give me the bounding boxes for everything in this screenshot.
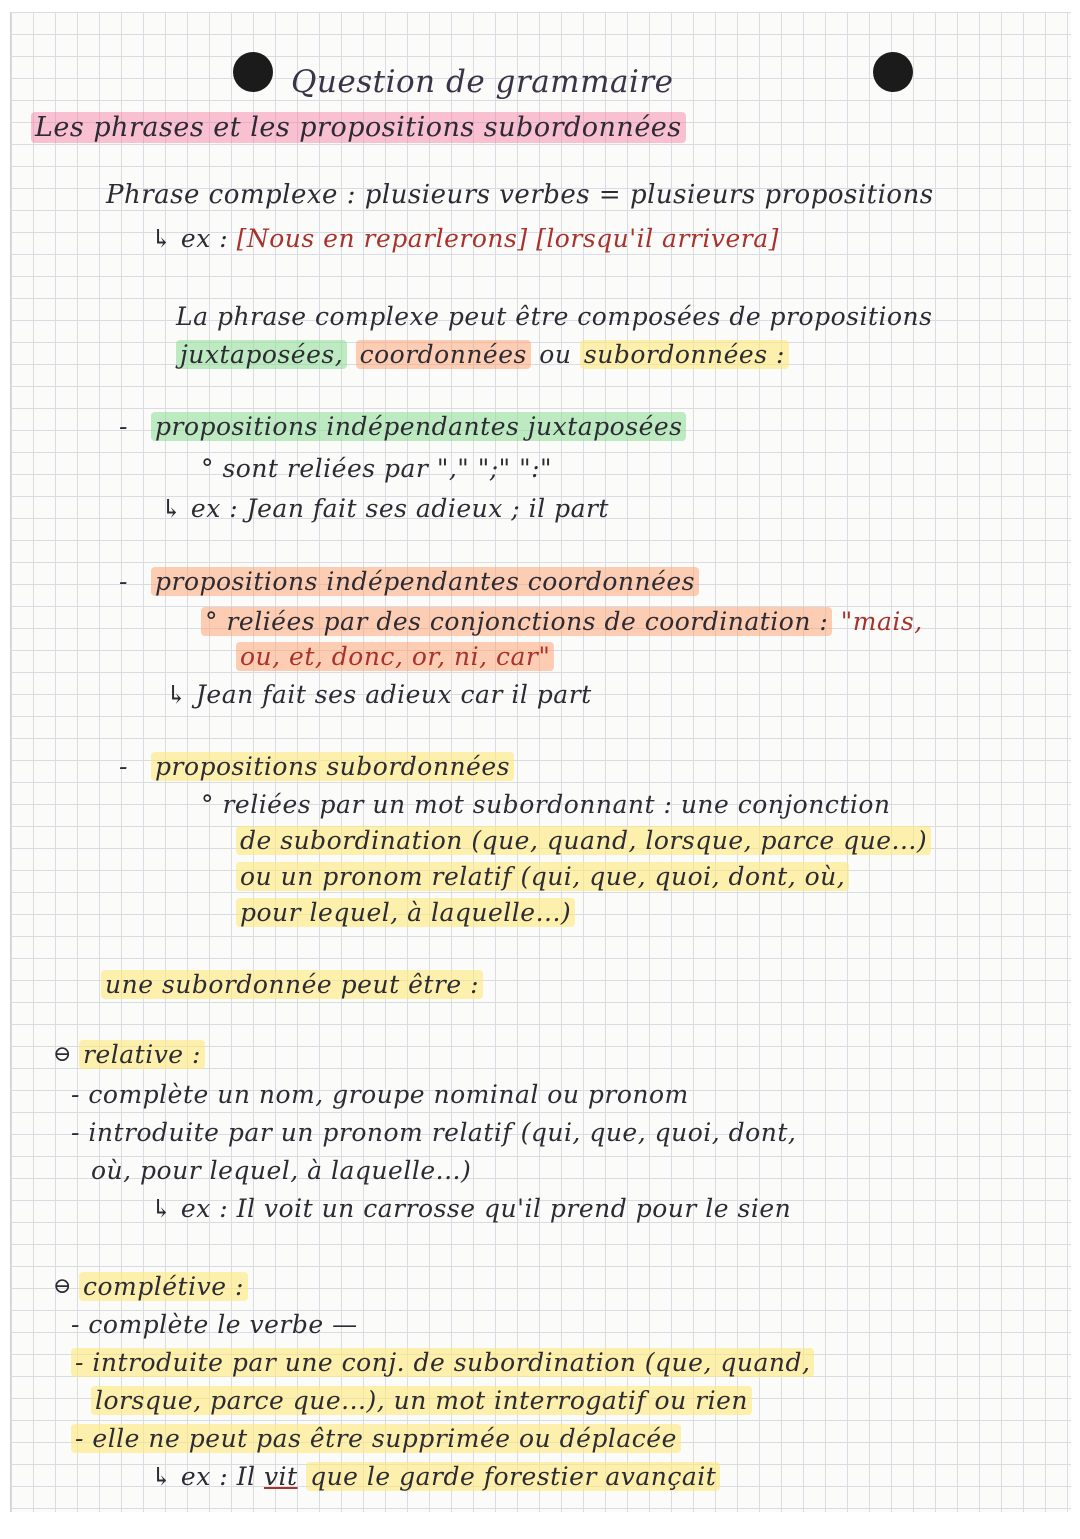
completive-line-3 [91,1386,752,1415]
completive-example-verb: vit [263,1462,298,1491]
completive-line-2-text: - introduite par une conj. de subordination (que, quand, [71,1348,814,1377]
subordonnees-line-4-text: pour lequel, à laquelle...) [236,898,575,927]
word-coordonnees: coordonnées [356,340,531,369]
composition-line-1: La phrase complexe peut être composées de propositions [176,302,933,331]
word-subordonnees: subordonnées : [580,340,789,369]
coordonnees-mais: "mais, [840,607,923,636]
relative-line-2: - introduite par un pronom relatif (qui, que, quoi, dont, [71,1118,797,1147]
heading-subordonnees [151,752,514,781]
subordonnees-point-line-1: ° reliées par un mot subordonnant : une conjonction [201,790,891,819]
completive-label-text: complétive : [79,1272,248,1301]
example-part-2: [lorsqu'il arrivera] [536,224,779,253]
completive-line-4-text: - elle ne peut pas être supprimée ou déplacée [71,1424,681,1453]
heading-juxtaposees [151,412,686,441]
juxtaposees-example: ↳ ex : Jean fait ses adieux ; il part [161,494,609,523]
coordonnees-conjunctions: ou, et, donc, or, ni, car" [236,642,554,671]
completive-line-3-text: lorsque, parce que...), un mot interrogatif ou rien [91,1386,752,1415]
completive-example-prefix: ↳ ex : Il [151,1462,256,1491]
subtitle-text: Les phrases et les propositions subordonnées [31,112,686,143]
completive-line-2 [71,1348,814,1377]
dash-subordonnees: - [119,752,128,781]
subordonnees-point-line-2 [236,826,931,855]
completive-bullet-icon: ⊖ [53,1274,72,1299]
subordonnees-point-line-3 [236,862,849,891]
types-intro-text: une subordonnée peut être : [101,970,483,999]
types-intro [101,970,483,999]
notebook-page [10,12,1071,1512]
binder-hole-left [233,52,273,92]
word-juxtaposees: juxtaposées, [176,340,347,369]
relative-label [79,1040,205,1069]
subordonnees-line-3-text: ou un pronom relatif (qui, que, quoi, dont, où, [236,862,849,891]
coordonnees-point-text: ° reliées par des conjonctions de coordination : [201,607,832,636]
completive-line-4 [71,1424,681,1453]
definition-line: Phrase complexe : plusieurs verbes = plusieurs propositions [106,180,934,210]
composition-line-2 [176,340,789,369]
completive-label [79,1272,248,1301]
relative-label-text: relative : [79,1040,205,1069]
coordonnees-example: ↳ Jean fait ses adieux car il part [166,680,592,709]
heading-coordonnees [151,567,699,596]
page-subtitle [31,112,686,143]
coordonnees-point-line-1 [201,607,923,636]
page-title: Question de grammaire [291,64,674,100]
relative-bullet-icon: ⊖ [53,1042,72,1067]
heading-coordonnees-text: propositions indépendantes coordonnées [151,567,699,596]
heading-juxtaposees-text: propositions indépendantes juxtaposées [151,412,686,441]
subordonnees-line-2-text: de subordination (que, quand, lorsque, parce que...) [236,826,931,855]
relative-example: ↳ ex : Il voit un carrosse qu'il prend pour le sien [151,1194,792,1223]
dash-coordonnees: - [119,567,128,596]
binder-hole-right [873,52,913,92]
dash-juxtaposees: - [119,412,128,441]
relative-line-3: où, pour lequel, à laquelle...) [91,1156,472,1185]
subordonnees-point-line-4 [236,898,575,927]
completive-example [151,1462,720,1491]
word-ou: ou [539,340,572,369]
heading-subordonnees-text: propositions subordonnées [151,752,514,781]
example-part-1: [Nous en reparlerons] [236,224,528,253]
completive-example-rest: que le garde forestier avançait [306,1462,720,1491]
completive-line-1: - complète le verbe — [71,1310,358,1339]
juxtaposees-point: ° sont reliées par "," ";" ":" [201,454,553,483]
relative-line-1: - complète un nom, groupe nominal ou pronom [71,1080,689,1109]
intro-example [151,224,779,253]
example-prefix: ↳ ex : [151,224,229,253]
coordonnees-point-line-2 [236,642,554,671]
